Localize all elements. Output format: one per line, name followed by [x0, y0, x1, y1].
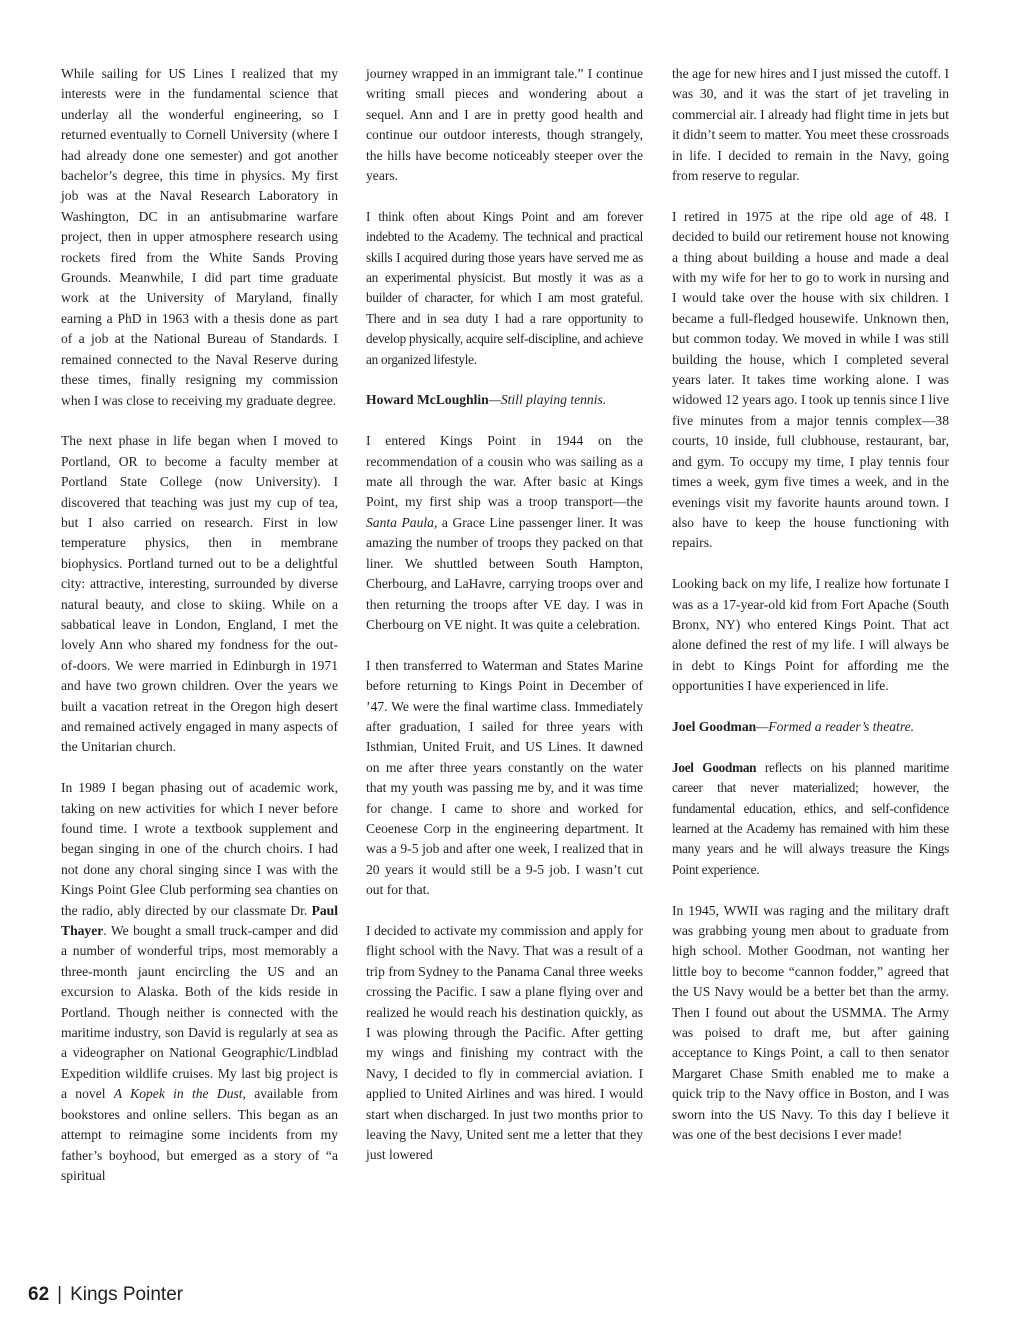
paragraph: the age for new hires and I just missed the cutoff. I was 30, and it was the start of jet traveling in commercial air. I already had flight time in jets but it didn’t seem to matter. You meet these crossroads in life. I decided to remain in the Navy, going from reserve to regular. [672, 66, 949, 184]
profile-tagline: —Formed a reader’s theatre. [756, 718, 915, 734]
paragraph [366, 431, 643, 635]
text-column-1 [61, 64, 338, 1186]
profile-tagline: —Still playing tennis. [488, 392, 607, 408]
page-number: 62 [28, 1284, 50, 1305]
profile-heading [366, 390, 643, 410]
paragraph: I retired in 1975 at the ripe old age of 48. I decided to build our retirement house not knowing a thing about building a house and made a deal with my wife for her to go to work in nursing and I would take over the house with six children. I became a full-fledged housewife. Unknown then, but common today. We moved in while I was still building the house, which I completed several years later. It takes time working alone. I was widowed 12 years ago. I took up tennis since I live five minutes from a major tennis complex—38 courts, 10 inside, full clubhouse, restaurant, bar, and gym. To occupy my time, I play tennis four times a week, gym five times a week, and in the evenings visit my favorite haunts around town. I also have to keep the house functioning with repairs. [672, 208, 949, 551]
paragraph-text: . We bought a small truck-camper and did a number of wonderful trips, most memorably a three-month jaunt encircling the US and an excursion to Alaska. Both of the kids reside in Portland. Though neither is connected with the maritime industry, son David is regularly at sea as a videographer on National Geographic/Lindblad Expedition wildlife cruises. My last big project is a novel [61, 923, 338, 1102]
paragraph: journey wrapped in an immigrant tale.” I continue writing small pieces and wondering about a sequel. Ann and I are in pretty good health and continue our outdoor interests, though strangely, the hills have become noticeably steeper over the years. [366, 66, 643, 184]
publication-name: Kings Pointer [70, 1284, 184, 1305]
intro-name: Joel Goodman [672, 759, 757, 775]
text-column-2 [366, 64, 643, 1166]
profile-name: Howard McLoughlin [366, 392, 489, 408]
paragraph-text: In 1989 I began phasing out of academic work, taking on new activities for which I never before found time. I wrote a textbook supplement and began singing in one of the church choirs. I had not done any choral singing since I was with the Kings Point Glee Club performing sea chanties on the radio, ably directed by our classmate Dr. [61, 780, 338, 918]
paragraph: The next phase in life began when I moved to Portland, OR to become a faculty member at Portland State College (now University). I discovered that teaching was just my cup of tea, but I also carried on research. First in low temperature physics, then in membrane biophysics. Portland turned out to be a delightful city: attractive, interesting, surrounded by diverse natural beauty, and close to skiing. While on a sabbatical leave in London, England, I met the lovely Ann who shared my fondness for the out-of-doors. We were married in Edinburgh in 1971 and have two grown children. Over the years we built a vacation retreat in the Oregon high desert and remained actively engaged in many aspects of the Unitarian church. [61, 433, 338, 755]
paragraph: I think often about Kings Point and am forever indebted to the Academy. The technical and practical skills I acquired during those years have served me as an experimental physicist. But mostly it was as a builder of character, for which I am most grateful. There and in sea duty I had a rare opportunity to develop physically, acquire self-discipline, and achieve an organized lifestyle. [366, 208, 643, 367]
page-footer [28, 1284, 183, 1306]
intro-text: reflects on his planned maritime career that never materialized; however, the fundamental education, ethics, and self-confidence learned at the Academy has remained with him these many years and he will always treasure the Kings Point experience. [672, 759, 949, 877]
profile-heading [672, 717, 949, 737]
paragraph-text: , a Grace Line passenger liner. It was amazing the number of troops they packed on that liner. We shuttled between South Hampton, Cherbourg, and LaHavre, carrying troops over and then returning the troops after VE day. I was in Cherbourg on VE night. It was quite a celebration. [366, 514, 643, 632]
paragraph-text: I entered Kings Point in 1944 on the recommendation of a cousin who was sailing as a mate all through the war. After basic at Kings Point, my first ship was a troop transport—the [366, 433, 643, 510]
text-column-3 [672, 64, 949, 1145]
intro-paragraph [672, 758, 949, 880]
book-title: A Kopek in the Dust, [113, 1086, 246, 1102]
footer-separator: | [57, 1284, 63, 1305]
paragraph: I decided to activate my commission and apply for flight school with the Navy. That was a result of a trip from Sydney to the Panama Canal three weeks crossing the Pacific. I saw a plane flying over and realized he would reach his destination quickly, as I was plowing through the Pacific. After getting my wings and finishing my contract with the Navy, I decided to fly in commercial aviation. I applied to United Airlines and was hired. I would start when discharged. In just two months prior to leaving the Navy, United sent me a letter that they just lowered [366, 922, 643, 1163]
ship-name: Santa Paula [366, 514, 434, 530]
person-name: Paul Thayer [61, 902, 338, 939]
paragraph: While sailing for US Lines I realized that my interests were in the fundamental science that underlay all the wonderful engineering, so I returned eventually to Cornell University (where I had already done one semester) and got another bachelor’s degree, this time in physics. My first job was at the Naval Research Laboratory in Washington, DC in an antisubmarine warfare project, then in upper atmosphere research using rockets fired from the White Sands Proving Grounds. Meanwhile, I did part time graduate work at the University of Maryland, finally earning a PhD in 1963 with a thesis done as part of a job at the National Bureau of Standards. I remained connected to the Naval Reserve during these times, finally resigning my commission when I was close to receiving my graduate degree. [61, 66, 338, 408]
paragraph [61, 778, 338, 1186]
paragraph: Looking back on my life, I realize how fortunate I was as a 17-year-old kid from Fort Apache (South Bronx, NY) who entered Kings Point. That act alone defined the rest of my life. I will always be in debt to Kings Point for affording me the opportunities I have experienced in life. [672, 576, 949, 694]
paragraph: In 1945, WWII was raging and the military draft was grabbing young men about to graduate from high school. Mother Goodman, not wanting her little boy to become “cannon fodder,” agreed that the US Navy would be a better bet than the army. Then I found out about the USMMA. The Army was poised to draft me, but after gaining acceptance to Kings Point, a call to then senator Margaret Chase Smith enabled me to make a quick trip to the Navy office in Boston, and I was sworn into the US Navy. To this day I believe it was one of the best decisions I ever made! [672, 902, 949, 1143]
profile-name: Joel Goodman [672, 718, 757, 734]
paragraph: I then transferred to Waterman and States Marine before returning to Kings Point in December of ’47. We were the final wartime class. Immediately after graduation, I sailed for three years with Isthmian, United Fruit, and US Lines. It dawned on me after three years constantly on the water that my youth was passing me by, and it was time for change. I came to shore and worked for Ceoenese Corp in the engineering department. It was a 9-5 job and after one week, I realized that in 20 years it would still be a 9-5 job. I wasn’t cut out for that. [366, 657, 643, 898]
paragraph-text: available from bookstores and online sellers. This began as an attempt to reimagine some incidents from my father’s boyhood, but emerged as a story of “a spiritual [61, 1086, 338, 1183]
